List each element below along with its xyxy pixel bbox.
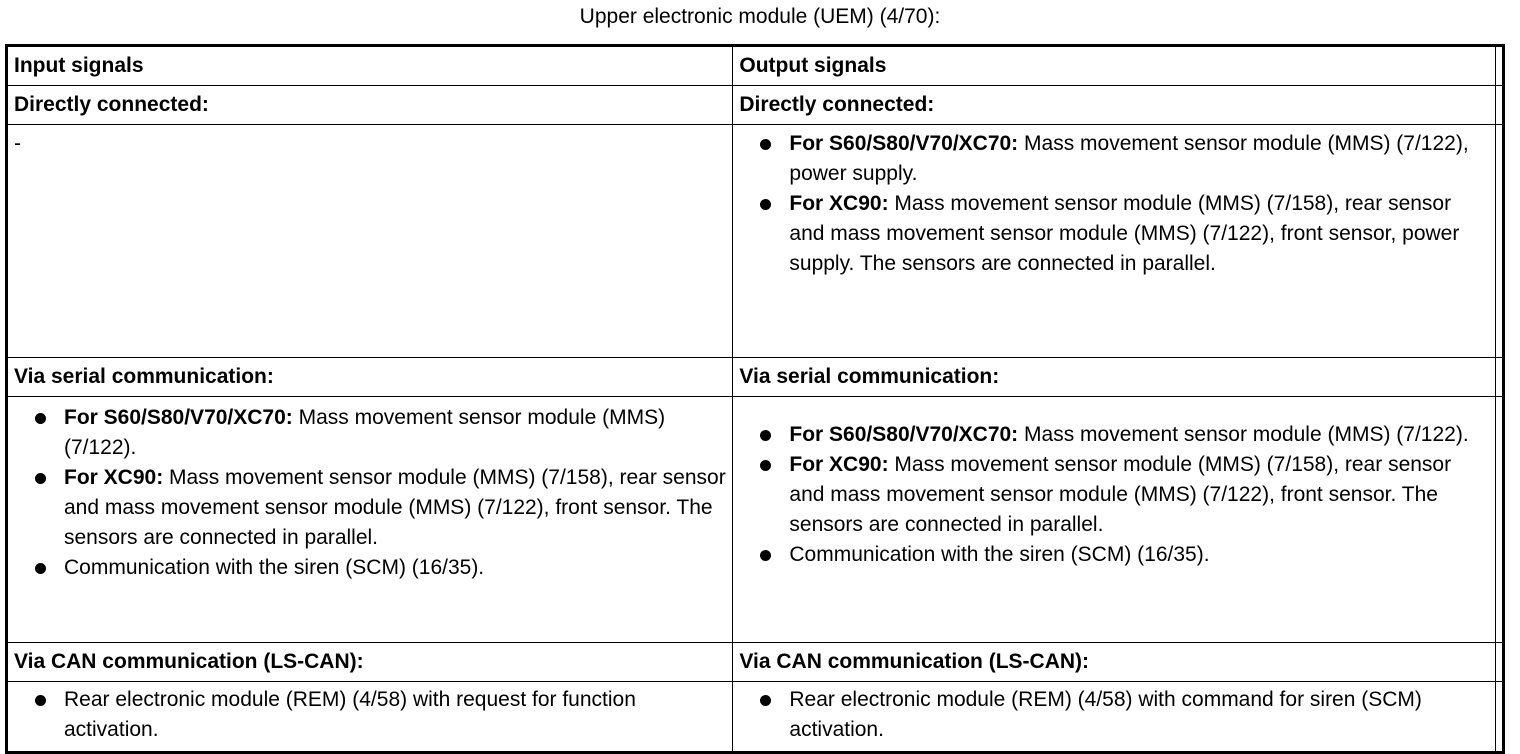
spacer-cell (1495, 397, 1503, 643)
spacer-cell (1495, 125, 1503, 358)
bullet-item (14, 403, 726, 463)
bullet-item-text: Communication with the siren (SCM) (16/35). (789, 543, 1210, 566)
section-heading-row (7, 643, 1504, 682)
bullet-icon (35, 473, 46, 484)
bullet-item-model-label: For S60/S80/V70/XC70: (789, 132, 1019, 155)
bullet-item-text: Communication with the siren (SCM) (16/35). (64, 556, 485, 579)
can-content-row (7, 682, 1504, 753)
bullet-item-text: Mass movement sensor module (MMS) (7/158), rear sensor and mass movement sensor module (MMS) (7/122), front sensor, power supply. The sensors are connected in parallel. (789, 192, 1460, 275)
page-title: Upper electronic module (UEM) (4/70): (579, 5, 941, 28)
input-signals-header: Input signals (7, 46, 733, 86)
bullet-item-text: Mass movement sensor module (MMS) (7/122). (1018, 423, 1469, 446)
bullet-item-model-label: For S60/S80/V70/XC70: (64, 406, 293, 429)
bullet-list (739, 420, 1489, 570)
bullet-item-text: Mass movement sensor module (MMS) (7/122). (64, 406, 666, 459)
bullet-item (739, 685, 1489, 745)
bullet-item-model-label: For XC90: (789, 453, 889, 476)
can-heading-output: Via CAN communication (LS-CAN): (733, 643, 1496, 682)
can-input-cell (7, 682, 733, 753)
can-output-cell (733, 682, 1496, 753)
spacer-cell (1495, 643, 1503, 682)
bullet-item (14, 553, 726, 583)
bullet-item-text: Mass movement sensor module (MMS) (7/158), rear sensor and mass movement sensor module (MMS) (7/122), front sensor. The sensors are connected in parallel. (789, 453, 1452, 536)
bullet-list (739, 129, 1489, 279)
bullet-icon (35, 413, 46, 424)
section-heading-row (7, 358, 1504, 397)
bullet-item (739, 189, 1489, 279)
directly-output-cell (733, 125, 1496, 358)
bullet-item (739, 129, 1489, 189)
can-heading-input: Via CAN communication (LS-CAN): (7, 643, 733, 682)
bullet-icon (35, 695, 46, 706)
directly-heading-output: Directly connected: (733, 86, 1496, 125)
table-header-row (7, 46, 1504, 86)
serial-heading-output: Via serial communication: (733, 358, 1496, 397)
serial-input-cell (7, 397, 733, 643)
bullet-item (14, 463, 726, 553)
bullet-list (739, 685, 1489, 745)
spacer-cell (1495, 682, 1503, 753)
bullet-item-text: Rear electronic module (REM) (4/58) with request for function activation. (64, 688, 636, 741)
bullet-icon (760, 550, 771, 561)
bullet-item (739, 540, 1489, 570)
bullet-item-text: Mass movement sensor module (MMS) (7/158), rear sensor and mass movement sensor module (MMS) (7/122), front sensor. The sensors are connected in parallel. (64, 466, 726, 549)
bullet-item-text: Rear electronic module (REM) (4/58) with command for siren (SCM) activation. (789, 688, 1422, 741)
spacer-cell (1495, 46, 1503, 86)
spacer-cell (1495, 86, 1503, 125)
bullet-icon (760, 460, 771, 471)
bullet-icon (760, 695, 771, 706)
serial-content-row (7, 397, 1504, 643)
serial-output-cell (733, 397, 1496, 643)
bullet-list (14, 685, 726, 745)
output-signals-header: Output signals (733, 46, 1496, 86)
directly-heading-input: Directly connected: (7, 86, 733, 125)
spacer-cell (1495, 358, 1503, 397)
directly-content-row (7, 125, 1504, 358)
bullet-list (14, 403, 726, 583)
bullet-icon (760, 139, 771, 150)
bullet-icon (35, 563, 46, 574)
bullet-item-model-label: For S60/S80/V70/XC70: (789, 423, 1019, 446)
directly-input-cell: - (7, 125, 733, 358)
bullet-item (14, 685, 726, 745)
bullet-item (739, 420, 1489, 450)
bullet-item-model-label: For XC90: (789, 192, 889, 215)
serial-heading-input: Via serial communication: (7, 358, 733, 397)
bullet-icon (760, 430, 771, 441)
bullet-item-model-label: For XC90: (64, 466, 164, 489)
section-heading-row (7, 86, 1504, 125)
bullet-icon (760, 199, 771, 210)
signals-table (5, 44, 1505, 754)
bullet-item (739, 450, 1489, 540)
bullet-item-text: Mass movement sensor module (MMS) (7/122), power supply. (789, 132, 1469, 185)
